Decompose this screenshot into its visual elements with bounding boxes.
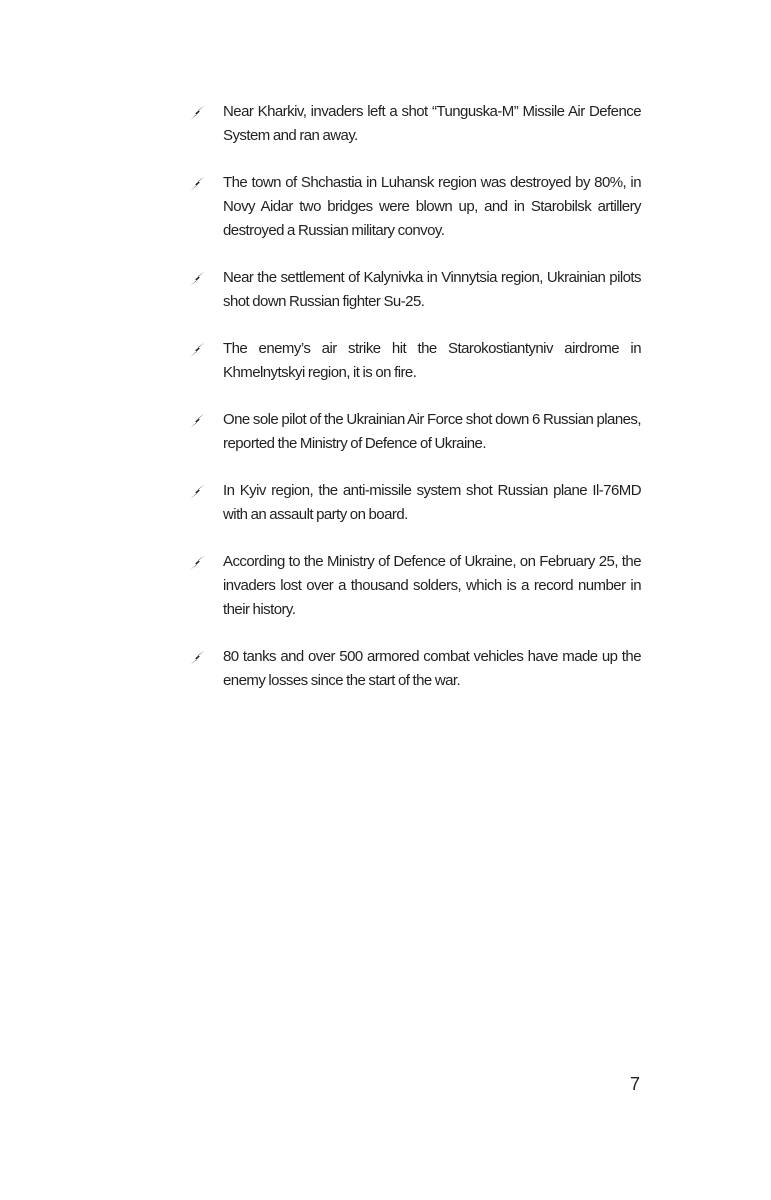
- bullet-text: The town of Shchastia in Luhansk region was destroyed by 80%, in Novy Aidar two bridges were blown up, and in Starobilsk artillery destroyed a Russian military convoy.: [223, 174, 641, 239]
- list-item: [189, 266, 641, 314]
- lightning-bolt-icon: [189, 645, 223, 669]
- list-item: [189, 337, 641, 385]
- bullet-text: 80 tanks and over 500 armored combat vehicles have made up the enemy losses since the start of the war.: [223, 648, 641, 689]
- bullet-text: In Kyiv region, the anti-missile system shot Russian plane Il-76MD with an assault party on board.: [223, 482, 641, 523]
- lightning-bolt-icon: [189, 171, 223, 195]
- page-number: 7: [629, 1074, 640, 1094]
- lightning-bolt-icon: [189, 550, 223, 574]
- bullet-text: The enemy’s air strike hit the Starokostiantyniv airdrome in Khmelnytskyi region, it is on fire.: [223, 340, 641, 381]
- lightning-bolt-icon: [189, 100, 223, 124]
- list-item: [189, 100, 641, 148]
- bullet-list: [189, 100, 641, 693]
- bullet-text: According to the Ministry of Defence of Ukraine, on February 25, the invaders lost over a thousand solders, which is a record number in their history.: [223, 553, 641, 618]
- list-item: [189, 645, 641, 693]
- list-item: [189, 171, 641, 243]
- bullet-text: One sole pilot of the Ukrainian Air Force shot down 6 Russian planes, reported the Ministry of Defence of Ukraine.: [223, 411, 641, 452]
- lightning-bolt-icon: [189, 479, 223, 503]
- bullet-text: Near Kharkiv, invaders left a shot “Tunguska-M” Missile Air Defence System and ran away.: [223, 103, 641, 144]
- list-item: [189, 550, 641, 622]
- list-item: [189, 408, 641, 456]
- list-item: [189, 479, 641, 527]
- lightning-bolt-icon: [189, 408, 223, 432]
- lightning-bolt-icon: [189, 266, 223, 290]
- page-content: [189, 100, 641, 716]
- lightning-bolt-icon: [189, 337, 223, 361]
- bullet-text: Near the settlement of Kalynivka in Vinnytsia region, Ukrainian pilots shot down Russian fighter Su-25.: [223, 269, 641, 310]
